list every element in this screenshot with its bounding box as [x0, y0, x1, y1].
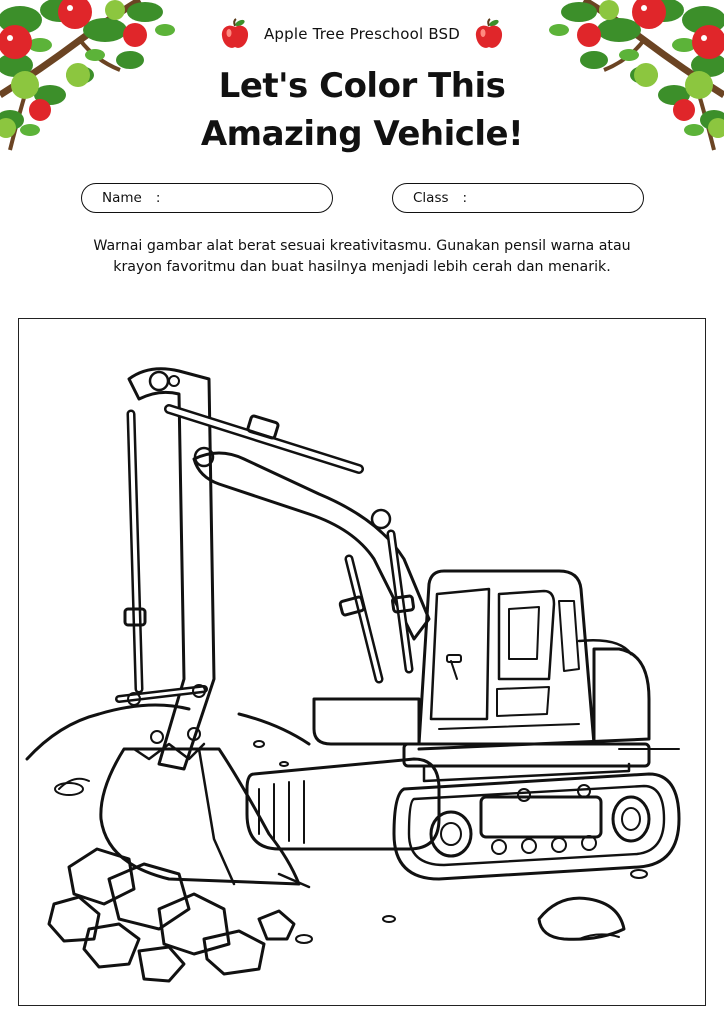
- apple-icon: [220, 18, 250, 50]
- instructions-line-1: Warnai gambar alat berat sesuai kreativitasmu. Gunakan pensil warna atau: [93, 238, 631, 254]
- excavator-line-art: [19, 319, 705, 1005]
- name-field[interactable]: [81, 183, 333, 213]
- class-separator: :: [462, 190, 468, 206]
- school-header: [0, 18, 724, 50]
- class-field[interactable]: [392, 183, 644, 213]
- name-label: Name: [102, 190, 142, 206]
- class-label: Class: [413, 190, 449, 206]
- coloring-frame: [18, 318, 706, 1006]
- title-line-1: Let's Color This: [218, 66, 506, 106]
- page-title: [0, 62, 724, 158]
- title-line-2: Amazing Vehicle!: [200, 114, 524, 154]
- instructions-text: [30, 236, 694, 278]
- instructions-line-2: krayon favoritmu dan buat hasilnya menjadi lebih cerah dan menarik.: [113, 259, 611, 275]
- school-name: Apple Tree Preschool BSD: [263, 25, 461, 43]
- apple-icon: [474, 18, 504, 50]
- name-separator: :: [155, 190, 161, 206]
